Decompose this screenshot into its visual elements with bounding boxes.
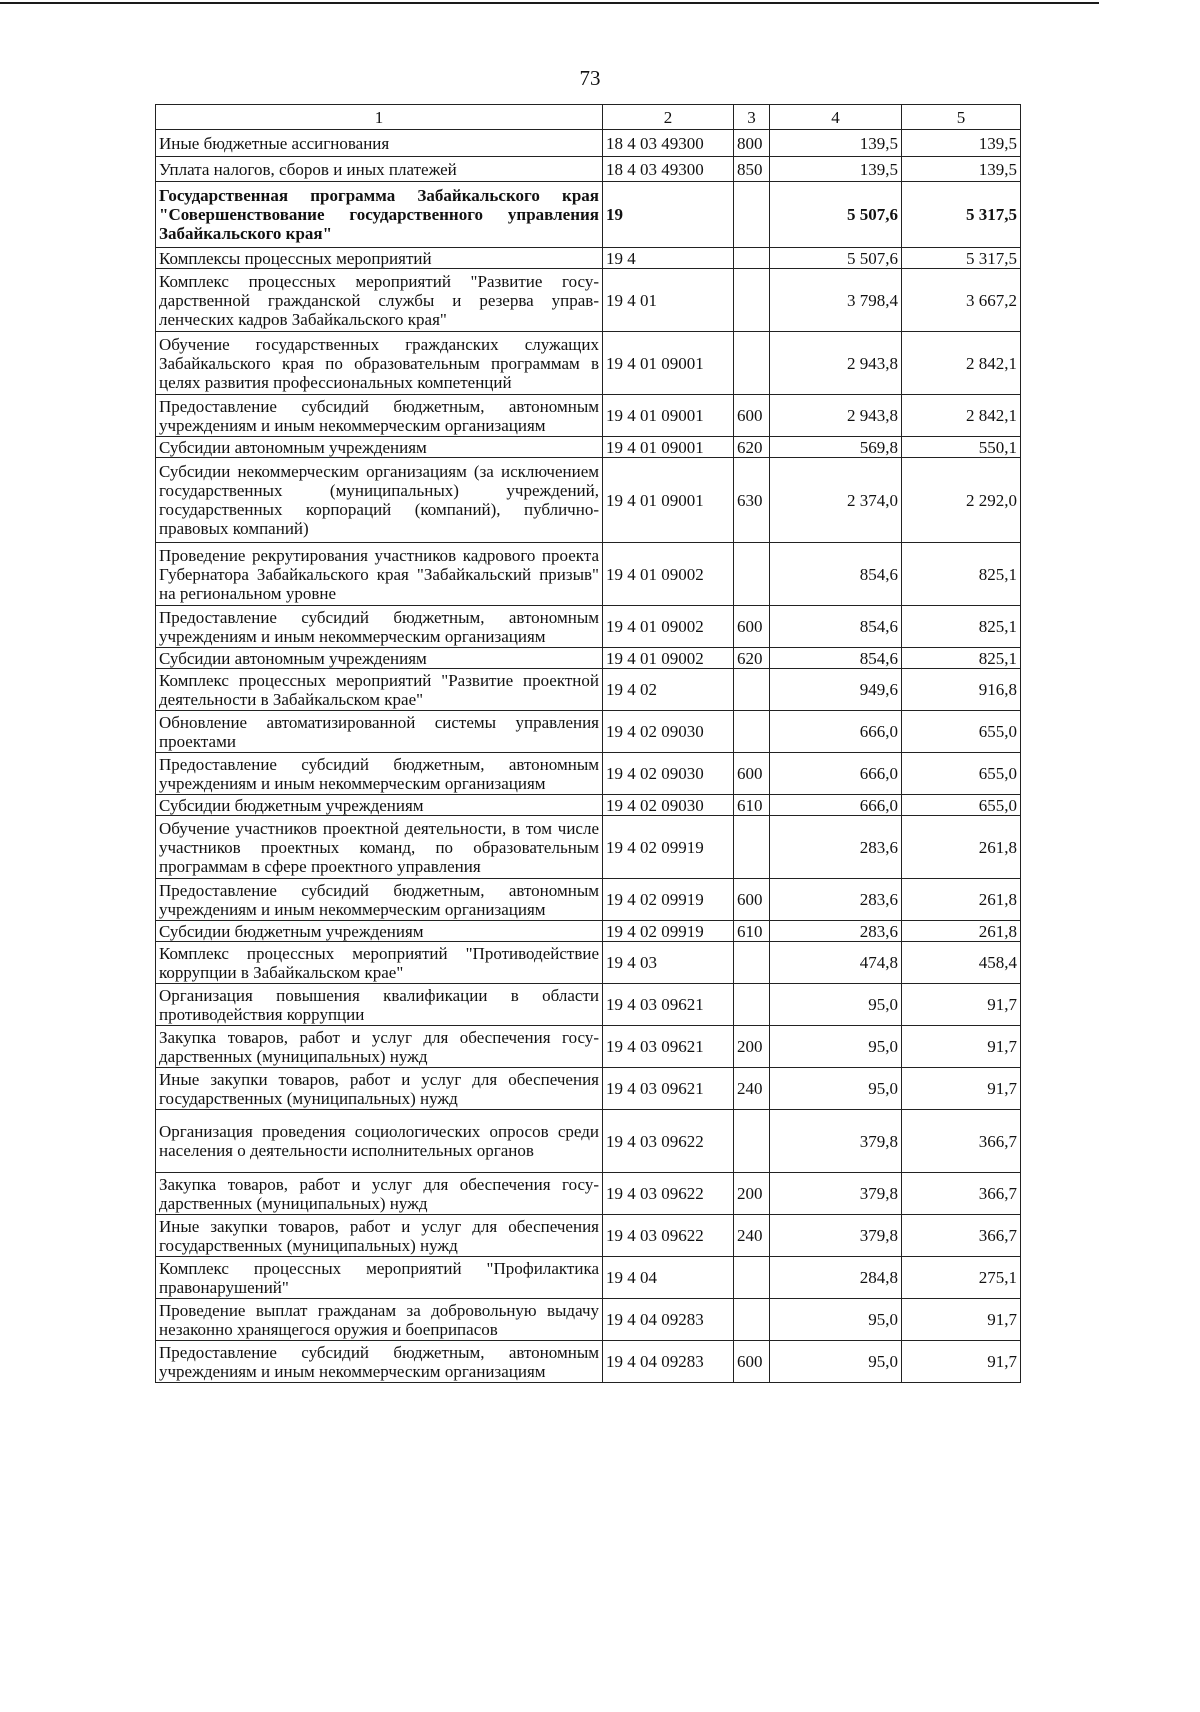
row-code-cell: 19 4 01 09001 <box>603 395 734 437</box>
row-type-cell: 610 <box>734 795 770 816</box>
row-value-col4-cell: 283,6 <box>770 921 902 942</box>
row-value-col5-cell: 825,1 <box>902 606 1021 648</box>
row-value-col4-cell: 2 943,8 <box>770 332 902 395</box>
row-type-cell <box>734 984 770 1026</box>
row-code-cell: 19 4 01 09001 <box>603 437 734 458</box>
page-number: 73 <box>579 66 601 90</box>
row-value-col5-cell: 3 667,2 <box>902 269 1021 332</box>
table-row <box>156 182 1021 248</box>
row-type-cell <box>734 711 770 753</box>
row-value-col4-cell: 2 374,0 <box>770 458 902 543</box>
row-code-cell: 19 4 02 09030 <box>603 711 734 753</box>
row-code-cell: 19 4 01 09002 <box>603 648 734 669</box>
row-value-col5-cell: 5 317,5 <box>902 248 1021 269</box>
row-value-col5-cell: 655,0 <box>902 795 1021 816</box>
row-name-cell: Субсидии некоммерческим организациям (за исключением государственных (муниципальных) учреждений, государственных корпораций (компаний), публично-правовых компаний) <box>156 458 603 543</box>
row-code-cell: 19 4 03 09621 <box>603 1026 734 1068</box>
table-row <box>156 248 1021 269</box>
row-type-cell <box>734 816 770 879</box>
row-value-col4-cell: 3 798,4 <box>770 269 902 332</box>
table-row <box>156 816 1021 879</box>
table-row <box>156 269 1021 332</box>
row-value-col4-cell: 569,8 <box>770 437 902 458</box>
row-name-cell: Иные закупки товаров, работ и услуг для обеспечения государственных (муниципальных) нужд <box>156 1215 603 1257</box>
column-header-3: 3 <box>734 105 770 130</box>
row-value-col4-cell: 666,0 <box>770 711 902 753</box>
row-type-cell <box>734 669 770 711</box>
row-code-cell: 19 4 <box>603 248 734 269</box>
row-value-col5-cell: 825,1 <box>902 543 1021 606</box>
budget-table <box>155 104 1021 1383</box>
row-value-col4-cell: 283,6 <box>770 816 902 879</box>
row-value-col4-cell: 95,0 <box>770 1299 902 1341</box>
row-value-col4-cell: 95,0 <box>770 1068 902 1110</box>
table-row <box>156 1215 1021 1257</box>
row-name-cell: Субсидии бюджетным учреждениям <box>156 921 603 942</box>
row-type-cell: 200 <box>734 1173 770 1215</box>
table-row <box>156 984 1021 1026</box>
row-type-cell <box>734 248 770 269</box>
row-type-cell <box>734 182 770 248</box>
row-name-cell: Обучение участников проектной деятельности, в том числе участников проектных команд, по образовательным программам в сфере проектного управления <box>156 816 603 879</box>
table-row <box>156 1110 1021 1173</box>
table-row <box>156 753 1021 795</box>
row-code-cell: 19 4 03 09622 <box>603 1173 734 1215</box>
row-name-cell: Субсидии автономным учреждениям <box>156 648 603 669</box>
row-code-cell: 19 4 02 09030 <box>603 795 734 816</box>
row-value-col5-cell: 91,7 <box>902 1341 1021 1383</box>
row-value-col5-cell: 655,0 <box>902 711 1021 753</box>
column-header-1: 1 <box>156 105 603 130</box>
row-value-col5-cell: 366,7 <box>902 1110 1021 1173</box>
row-name-cell: Предоставление субсидий бюджетным, автономным учреждениям и иным некоммерческим организациям <box>156 753 603 795</box>
column-header-5: 5 <box>902 105 1021 130</box>
table-row <box>156 157 1021 182</box>
row-name-cell: Комплекс процессных мероприятий "Развитие проектной деятельности в Забайкальском крае" <box>156 669 603 711</box>
row-value-col4-cell: 139,5 <box>770 157 902 182</box>
row-type-cell: 630 <box>734 458 770 543</box>
row-value-col4-cell: 284,8 <box>770 1257 902 1299</box>
table-row <box>156 1299 1021 1341</box>
row-name-cell: Субсидии бюджетным учреждениям <box>156 795 603 816</box>
table-row <box>156 669 1021 711</box>
row-type-cell: 620 <box>734 648 770 669</box>
table-row <box>156 1257 1021 1299</box>
row-value-col4-cell: 666,0 <box>770 795 902 816</box>
row-type-cell: 240 <box>734 1068 770 1110</box>
row-value-col5-cell: 91,7 <box>902 984 1021 1026</box>
row-value-col5-cell: 458,4 <box>902 942 1021 984</box>
row-code-cell: 19 4 04 09283 <box>603 1299 734 1341</box>
row-code-cell: 19 4 02 09919 <box>603 816 734 879</box>
row-value-col5-cell: 2 842,1 <box>902 395 1021 437</box>
row-value-col5-cell: 91,7 <box>902 1068 1021 1110</box>
row-value-col4-cell: 854,6 <box>770 543 902 606</box>
table-row <box>156 1068 1021 1110</box>
row-type-cell: 200 <box>734 1026 770 1068</box>
row-type-cell: 620 <box>734 437 770 458</box>
row-value-col4-cell: 666,0 <box>770 753 902 795</box>
row-name-cell: Обновление автоматизированной системы управления проектами <box>156 711 603 753</box>
row-type-cell <box>734 942 770 984</box>
row-name-cell: Предоставление субсидий бюджетным, автономным учреждениям и иным некоммерческим организациям <box>156 606 603 648</box>
row-value-col5-cell: 275,1 <box>902 1257 1021 1299</box>
row-value-col4-cell: 5 507,6 <box>770 248 902 269</box>
row-name-cell: Организация повышения квалификации в области противодействия коррупции <box>156 984 603 1026</box>
row-type-cell <box>734 1110 770 1173</box>
row-name-cell: Проведение рекрутирования участников кадрового проекта Губернатора Забайкальского края "Забайкальский призыв" на региональном уровне <box>156 543 603 606</box>
row-name-cell: Иные бюджетные ассигнования <box>156 130 603 157</box>
row-type-cell: 240 <box>734 1215 770 1257</box>
row-code-cell: 19 4 02 09030 <box>603 753 734 795</box>
row-name-cell: Предоставление субсидий бюджетным, автономным учреждениям и иным некоммерческим организациям <box>156 395 603 437</box>
row-value-col4-cell: 2 943,8 <box>770 395 902 437</box>
row-value-col4-cell: 854,6 <box>770 648 902 669</box>
row-value-col4-cell: 95,0 <box>770 1026 902 1068</box>
row-type-cell: 600 <box>734 1341 770 1383</box>
column-header-4: 4 <box>770 105 902 130</box>
row-name-cell: Уплата налогов, сборов и иных платежей <box>156 157 603 182</box>
row-value-col4-cell: 379,8 <box>770 1173 902 1215</box>
row-value-col5-cell: 655,0 <box>902 753 1021 795</box>
table-row <box>156 395 1021 437</box>
row-value-col4-cell: 854,6 <box>770 606 902 648</box>
table-row <box>156 1026 1021 1068</box>
row-value-col5-cell: 261,8 <box>902 921 1021 942</box>
row-type-cell: 610 <box>734 921 770 942</box>
row-name-cell: Субсидии автономным учреждениям <box>156 437 603 458</box>
row-value-col5-cell: 916,8 <box>902 669 1021 711</box>
row-name-cell: Организация проведения социологических опросов среди населения о деятельности исполнительных органов <box>156 1110 603 1173</box>
row-value-col4-cell: 474,8 <box>770 942 902 984</box>
row-value-col4-cell: 95,0 <box>770 1341 902 1383</box>
row-value-col5-cell: 139,5 <box>902 130 1021 157</box>
row-value-col4-cell: 139,5 <box>770 130 902 157</box>
row-name-cell: Комплекс процессных мероприятий "Развитие государственной гражданской службы и резерва управленческих кадров Забайкальского края" <box>156 269 603 332</box>
row-value-col4-cell: 5 507,6 <box>770 182 902 248</box>
row-type-cell: 600 <box>734 395 770 437</box>
row-value-col5-cell: 2 842,1 <box>902 332 1021 395</box>
row-value-col5-cell: 5 317,5 <box>902 182 1021 248</box>
row-code-cell: 19 4 03 09621 <box>603 1068 734 1110</box>
row-value-col5-cell: 261,8 <box>902 816 1021 879</box>
row-value-col5-cell: 91,7 <box>902 1026 1021 1068</box>
row-type-cell <box>734 269 770 332</box>
table-header-row <box>156 105 1021 130</box>
row-name-cell: Комплекс процессных мероприятий "Профилактика правонарушений" <box>156 1257 603 1299</box>
row-value-col4-cell: 283,6 <box>770 879 902 921</box>
table-row <box>156 606 1021 648</box>
row-code-cell: 19 4 04 <box>603 1257 734 1299</box>
row-code-cell: 19 4 01 09001 <box>603 332 734 395</box>
table-row <box>156 130 1021 157</box>
table-row <box>156 458 1021 543</box>
row-name-cell: Государственная программа Забайкальского края "Совершенствование государственного управления Забайкальского края" <box>156 182 603 248</box>
row-type-cell: 600 <box>734 606 770 648</box>
row-type-cell: 600 <box>734 879 770 921</box>
row-code-cell: 19 4 01 09002 <box>603 543 734 606</box>
row-value-col5-cell: 366,7 <box>902 1173 1021 1215</box>
row-value-col4-cell: 949,6 <box>770 669 902 711</box>
row-code-cell: 19 4 03 09621 <box>603 984 734 1026</box>
table-row <box>156 795 1021 816</box>
row-name-cell: Комплексы процессных мероприятий <box>156 248 603 269</box>
row-value-col5-cell: 825,1 <box>902 648 1021 669</box>
row-name-cell: Комплекс процессных мероприятий "Противодействие коррупции в Забайкальском крае" <box>156 942 603 984</box>
row-name-cell: Обучение государственных гражданских служащих Забайкальского края по образовательным программам в целях развития профессиональных компетенций <box>156 332 603 395</box>
row-name-cell: Предоставление субсидий бюджетным, автономным учреждениям и иным некоммерческим организациям <box>156 1341 603 1383</box>
row-type-cell: 800 <box>734 130 770 157</box>
row-name-cell: Проведение выплат гражданам за добровольную выдачу незаконно хранящегося оружия и боеприпасов <box>156 1299 603 1341</box>
row-value-col4-cell: 379,8 <box>770 1215 902 1257</box>
row-type-cell <box>734 332 770 395</box>
row-code-cell: 18 4 03 49300 <box>603 130 734 157</box>
table-row <box>156 1173 1021 1215</box>
table-row <box>156 543 1021 606</box>
row-code-cell: 19 4 03 <box>603 942 734 984</box>
row-code-cell: 19 4 03 09622 <box>603 1215 734 1257</box>
row-type-cell: 600 <box>734 753 770 795</box>
row-name-cell: Иные закупки товаров, работ и услуг для обеспечения государственных (муниципальных) нужд <box>156 1068 603 1110</box>
row-value-col4-cell: 95,0 <box>770 984 902 1026</box>
top-rule <box>0 2 1099 4</box>
row-type-cell <box>734 543 770 606</box>
table-row <box>156 437 1021 458</box>
table-row <box>156 1341 1021 1383</box>
row-type-cell: 850 <box>734 157 770 182</box>
row-type-cell <box>734 1257 770 1299</box>
row-code-cell: 19 <box>603 182 734 248</box>
table-row <box>156 711 1021 753</box>
row-name-cell: Закупка товаров, работ и услуг для обеспечения государственных (муниципальных) нужд <box>156 1026 603 1068</box>
row-code-cell: 18 4 03 49300 <box>603 157 734 182</box>
row-code-cell: 19 4 02 <box>603 669 734 711</box>
row-value-col5-cell: 366,7 <box>902 1215 1021 1257</box>
row-type-cell <box>734 1299 770 1341</box>
table-row <box>156 879 1021 921</box>
row-value-col5-cell: 550,1 <box>902 437 1021 458</box>
table-row <box>156 648 1021 669</box>
row-value-col4-cell: 379,8 <box>770 1110 902 1173</box>
row-value-col5-cell: 91,7 <box>902 1299 1021 1341</box>
row-value-col5-cell: 2 292,0 <box>902 458 1021 543</box>
row-code-cell: 19 4 02 09919 <box>603 879 734 921</box>
row-code-cell: 19 4 02 09919 <box>603 921 734 942</box>
row-code-cell: 19 4 04 09283 <box>603 1341 734 1383</box>
row-code-cell: 19 4 01 <box>603 269 734 332</box>
row-name-cell: Предоставление субсидий бюджетным, автономным учреждениям и иным некоммерческим организациям <box>156 879 603 921</box>
row-value-col5-cell: 261,8 <box>902 879 1021 921</box>
row-code-cell: 19 4 01 09001 <box>603 458 734 543</box>
row-name-cell: Закупка товаров, работ и услуг для обеспечения государственных (муниципальных) нужд <box>156 1173 603 1215</box>
table-row <box>156 332 1021 395</box>
row-code-cell: 19 4 03 09622 <box>603 1110 734 1173</box>
table-body <box>156 130 1021 1383</box>
table-row <box>156 921 1021 942</box>
row-code-cell: 19 4 01 09002 <box>603 606 734 648</box>
table-row <box>156 942 1021 984</box>
row-value-col5-cell: 139,5 <box>902 157 1021 182</box>
column-header-2: 2 <box>603 105 734 130</box>
